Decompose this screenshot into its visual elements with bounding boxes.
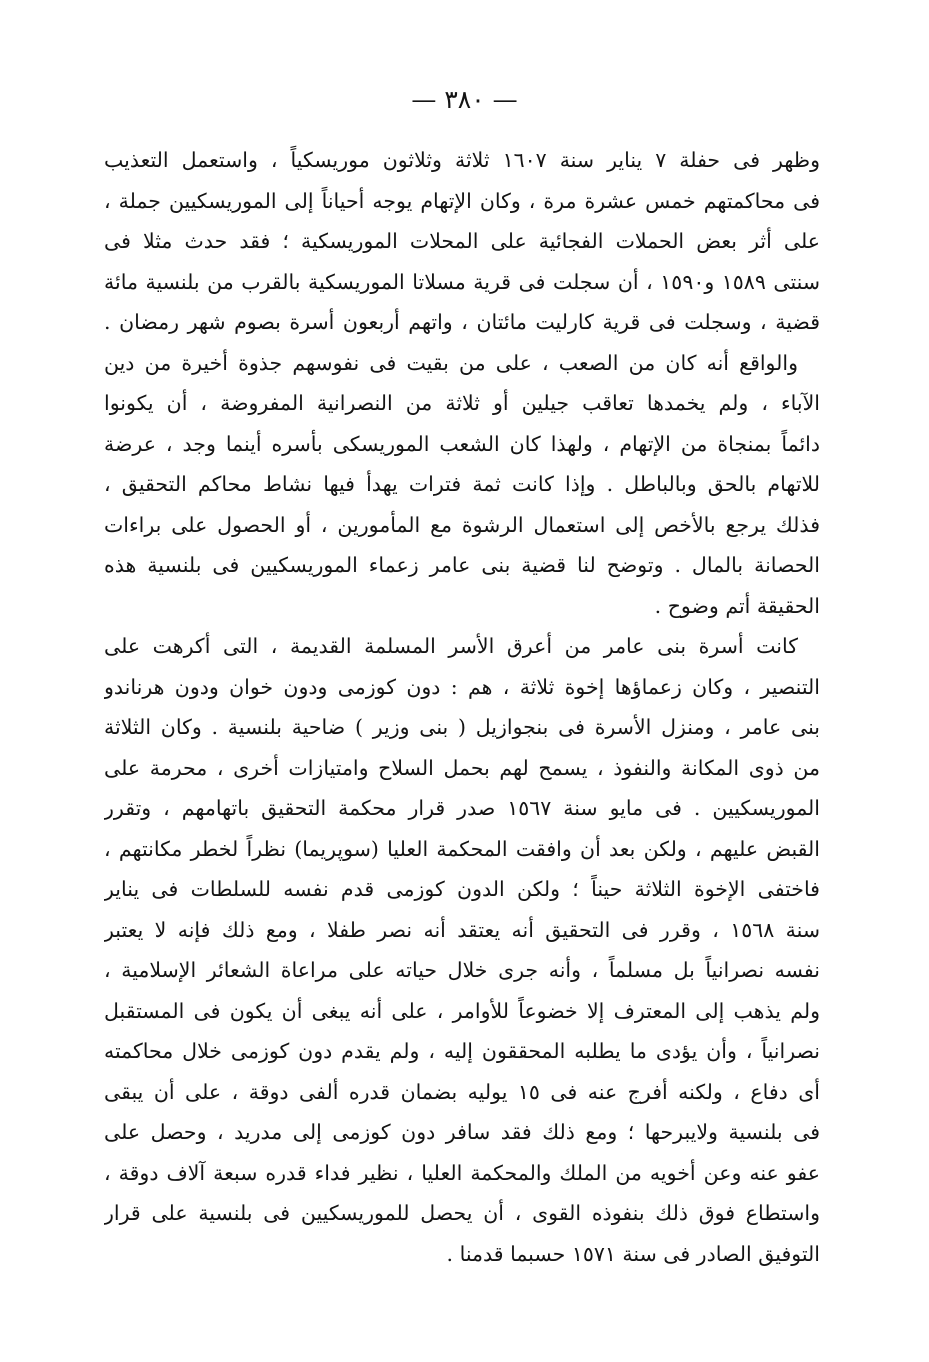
- text-line: فى محاكمتهم خمس عشرة مرة ، وكان الإتهام يوجه أحياناً إلى الموريسكيين جملة ،: [104, 188, 820, 213]
- text-line: ولم يذهب إلى المعترف إلا خضوعاً للأوامر ، على أنه يبغى أن يكون فى المستقبل: [104, 998, 820, 1023]
- text-line: سنتى ١٥٨٩ و١٥٩٠ ، أن سجلت فى قرية مسلاتا الموريسكية بالقرب من بلنسية مائة: [104, 269, 820, 294]
- paragraph: [104, 626, 820, 1274]
- text-line: للاتهام بالحق وبالباطل . وإذا كانت ثمة فترات يهدأ فيها نشاط محاكم التحقيق ،: [104, 472, 820, 496]
- text-line: قضية ، وسجلت فى قرية كارليت مائتان ، واتهم أربعون أسرة بصوم شهر رمضان .: [104, 310, 820, 334]
- text-line: القبض عليهم ، ولكن بعد أن وافقت المحكمة العليا (سوپريما) نظراً لخطر مكانتهم ،: [104, 836, 820, 861]
- text-line: أى دفاع ، ولكنه أفرج عنه فى ١٥ يوليه بضمان قدره ألفى دوقة ، على أن يبقى: [104, 1079, 820, 1104]
- text-line: سنة ١٥٦٨ ، وقرر فى التحقيق أنه يعتقد أنه نصر طفلا ، ومع ذلك فإنه لا يعتبر: [104, 917, 820, 942]
- text-line: بنى عامر ، ومنزل الأسرة فى بنجوازيل ( بنى وزير ) ضاحية بلنسية . وكان الثلاثة: [104, 715, 820, 739]
- text-line: من ذوى المكانة والنفوذ ، يسمح لهم بحمل السلاح وامتيازات أخرى ، محرمة على: [104, 755, 820, 780]
- text-line: التوفيق الصادر فى سنة ١٥٧١ حسبما قدمنا .: [446, 1241, 820, 1266]
- text-line: الآباء ، ولم يخمدها تعاقب جيلين أو ثلاثة من النصرانية المفروضة ، أن يكونوا: [104, 391, 820, 415]
- body-text: [104, 140, 820, 1274]
- text-line: والواقع أنه كان من الصعب ، على من بقيت فى نفوسهم جذوة أخيرة من دين: [104, 350, 798, 375]
- text-line: فى بلنسية ولايبرحها ؛ ومع ذلك فقد سافر دون كوزمى إلى مدريد ، وحصل على: [104, 1120, 820, 1144]
- text-line: دائماً بمنجاة من الإتهام ، ولهذا كان الشعب الموريسكى بأسره أينما وجد ، عرضة: [104, 431, 820, 456]
- text-line: واستطاع فوق ذلك بنفوذه القوى ، أن يحصل للموريسكيين فى بلنسية على قرار: [104, 1201, 820, 1225]
- text-line: عفو عنه وعن أخويه من الملك والمحكمة العليا ، نظير فداء قدره سبعة آلاف دوقة ،: [104, 1160, 820, 1185]
- text-line: نفسه نصرانياً بل مسلماً ، وأنه جرى خلال حياته على مراعاة الشعائر الإسلامية ،: [104, 958, 820, 982]
- text-line: الموريسكيين . فى مايو سنة ١٥٦٧ صدر قرار محكمة التحقيق باتهامهم ، وتقرر: [104, 796, 820, 820]
- text-line: فذلك يرجع بالأخص إلى استعمال الرشوة مع المأمورين ، أو الحصول على براءات: [104, 512, 820, 537]
- page-number: — ٣٨٠ —: [411, 85, 518, 114]
- text-line: الحقيقة أتم وضوح .: [654, 593, 820, 618]
- text-line: كانت أسرة بنى عامر من أعرق الأسر المسلمة القديمة ، التى أكرهت على: [104, 634, 798, 658]
- text-line: نصرانياً ، وأن يؤدى ما يطلبه المحققون إليه ، ولم يقدم دون كوزمى خلال محاكمته: [104, 1039, 820, 1063]
- paragraph: [104, 343, 820, 627]
- text-line: التنصير ، وكان زعماؤها إخوة ثلاثة ، هم : دون كوزمى ودون خوان ودون هرناندو: [104, 674, 820, 699]
- text-line: على أثر بعض الحملات الفجائية على المحلات الموريسكية ؛ فقد حدث مثلا فى: [104, 229, 820, 253]
- text-line: الحصانة بالمال . وتوضح لنا قضية بنى عامر زعماء الموريسكيين فى بلنسية هذه: [104, 553, 820, 577]
- paragraph: [104, 140, 820, 343]
- text-line: فاختفى الإخوة الثلاثة حيناً ؛ ولكن الدون كوزمى قدم نفسه للسلطات فى يناير: [104, 877, 820, 901]
- text-line: وظهر فى حفلة ٧ يناير سنة ١٦٠٧ ثلاثة وثلاثون موريسكياً ، واستعمل التعذيب: [104, 148, 820, 172]
